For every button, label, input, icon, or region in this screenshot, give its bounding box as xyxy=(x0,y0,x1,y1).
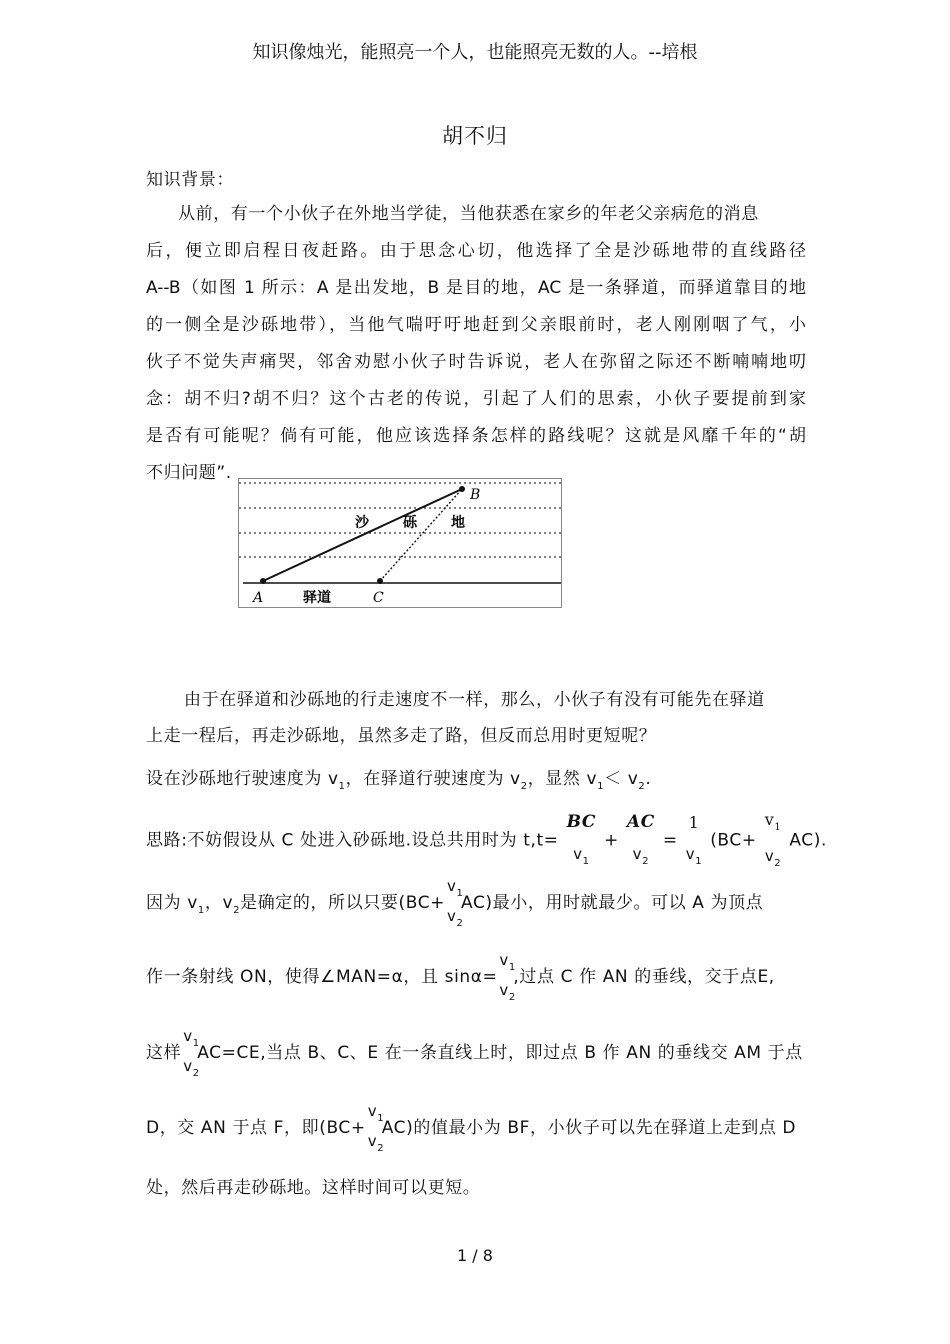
last-line: 处，然后再走砂砾地。这样时间可以更短。 xyxy=(146,1178,481,1198)
label-road: 驿道 xyxy=(303,590,331,606)
fraction-1-v1: 1 $v_1$ xyxy=(685,812,703,867)
speed-definition: 设在沙砾地行驶速度为 $v_1$，在驿道行驶速度为 $v_2$，显然 $v_1< v_2$. xyxy=(146,769,652,792)
fraction-ac-v2: AC $v_2$ xyxy=(626,812,655,867)
label-b: B xyxy=(470,487,481,503)
path-ab xyxy=(263,489,462,581)
para2-line-2: 上走一程后，再走沙砾地，虽然多走了路，但反而总用时更短呢？ xyxy=(146,726,657,746)
story-line-3: A--B（如图 1 所示：A 是出发地，B 是目的地，AC 是一条驿道，而驿道靠目的地 xyxy=(146,278,806,298)
point-c xyxy=(377,578,383,584)
story-line-1: 从前，有一个小伙子在外地当学徒，当他获悉在家乡的年老父亲病危的消息 xyxy=(178,204,759,224)
ratio-v1-v2: $v_1$ $v_2$ xyxy=(499,951,516,1003)
page-header-quote: 知识像烛光，能照亮一个人，也能照亮无数的人。--培根 xyxy=(252,42,698,63)
path-cb xyxy=(380,489,462,581)
d-line: D，交 AN 于点 F，即(BC+ $v_1$ $v_2$ AC)的值最小为 BF，小伙子可以先在驿道上走到点 D xyxy=(146,1102,797,1154)
page-title: 胡不归 xyxy=(442,124,508,148)
label-sand-3: 地 xyxy=(451,515,465,531)
story-line-7: 是否有可能呢？倘有可能，他应该选择条怎样的路线呢？这就是风靡千年的“胡 xyxy=(146,426,806,446)
story-line-4: 的一侧全是沙砾地带），当他气喘吁吁地赶到父亲眼前时，老人刚刚咽了气，小 xyxy=(146,315,806,335)
story-line-5: 伙子不觉失声痛哭，邻舍劝慰小伙子时告诉说，老人在弥留之际还不断喃喃地叨 xyxy=(146,352,806,372)
story-line-2: 后，便立即启程日夜赶路。由于思念心切，他选择了全是沙砾地带的直线路径 xyxy=(146,241,806,261)
para2-line-1: 由于在驿道和沙砾地的行走速度不一样，那么，小伙子有没有可能先在驿道 xyxy=(184,690,765,710)
ratio-v1-v2: $v_1$ $v_2$ xyxy=(447,877,464,929)
ray-line: 作一条射线 ON，使得∠MAN=α，且 sinα= $v_1$ $v_2$ ,过点 C 作 AN 的垂线，交于点E, xyxy=(146,951,775,1003)
fraction-v1-v2: $v_1$ $v_2$ xyxy=(764,810,782,869)
background-label: 知识背景： xyxy=(146,170,234,190)
figure-svg xyxy=(239,479,561,607)
ratio-v1-v2: $v_1$ $v_2$ xyxy=(183,1027,200,1079)
thus-line: 这样 $v_1$ $v_2$ AC=CE,当点 B、C、E 在一条直线上时，即过点 B 作 AN 的垂线交 AM 于点 xyxy=(146,1027,803,1079)
fraction-bc-v1: BC $v_1$ xyxy=(566,812,597,867)
story-line-6: 念：胡不归?胡不归？这个古老的传说，引起了人们的思索，小伙子要提前到家 xyxy=(146,389,806,409)
label-sand-2: 砾 xyxy=(403,515,417,531)
ratio-v1-v2: $v_1$ $v_2$ xyxy=(367,1102,385,1154)
because-line: 因为 $v_1$，$v_2$是确定的，所以只要(BC+ $v_1$ $v_2$ AC)最小，用时就最少。可以 A 为顶点 xyxy=(146,877,764,929)
figure-sand-road-diagram xyxy=(238,478,562,608)
label-a: A xyxy=(253,590,264,606)
label-sand-1: 沙 xyxy=(355,515,369,531)
point-a xyxy=(260,578,266,584)
idea-formula: 思路:不妨假设从 C 处进入砂砾地.设总共用时为 t,t= BC $v_1$ + AC $v_2$ = 1 $v_1$ (BC+ $v_1$ $v_2$ AC). xyxy=(146,810,827,869)
page-number: 1 / 8 xyxy=(457,1246,493,1265)
point-b xyxy=(459,486,465,492)
label-c: C xyxy=(373,590,384,606)
story-line-8: 不归问题”. xyxy=(146,463,232,483)
